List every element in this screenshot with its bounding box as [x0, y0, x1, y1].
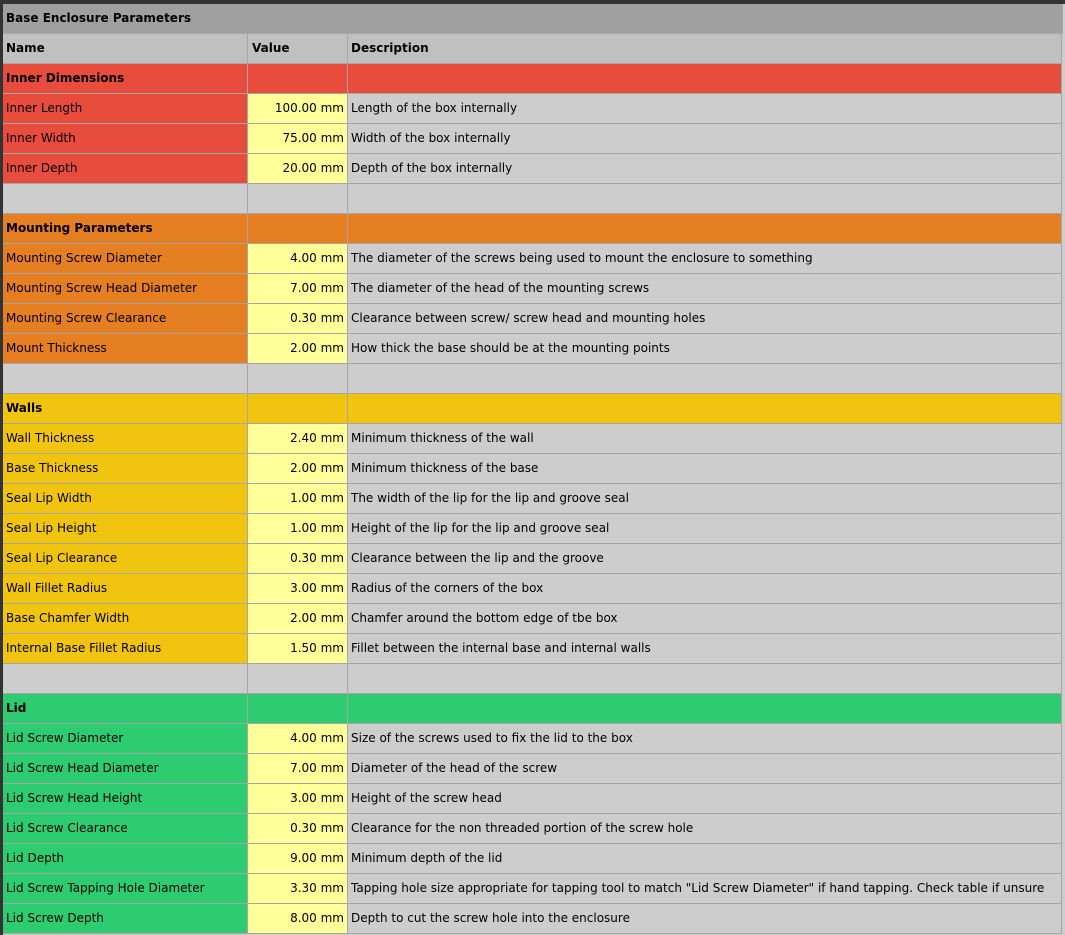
parameter-description-cell[interactable]: Minimum thickness of the base — [348, 454, 1062, 484]
parameter-value-cell[interactable]: 7.00 mm — [248, 274, 348, 304]
parameter-value-cell[interactable]: 1.00 mm — [248, 514, 348, 544]
parameter-value-cell[interactable]: 1.00 mm — [248, 484, 348, 514]
parameter-row — [3, 724, 1065, 754]
parameter-value-cell[interactable]: 2.00 mm — [248, 454, 348, 484]
parameter-row — [3, 454, 1065, 484]
empty-description-cell[interactable] — [348, 364, 1062, 394]
column-header-name[interactable]: Name — [3, 34, 248, 64]
parameter-description-cell[interactable]: Fillet between the internal base and internal walls — [348, 634, 1062, 664]
section-header-description-cell[interactable] — [348, 394, 1062, 424]
section-header-value-cell[interactable] — [248, 214, 348, 244]
parameter-value-cell[interactable]: 2.40 mm — [248, 424, 348, 454]
parameter-description-cell[interactable]: The diameter of the head of the mounting screws — [348, 274, 1062, 304]
parameter-row — [3, 544, 1065, 574]
parameter-description-cell[interactable]: Clearance between screw/ screw head and mounting holes — [348, 304, 1062, 334]
parameter-value-cell[interactable]: 20.00 mm — [248, 154, 348, 184]
section-header-label[interactable]: Inner Dimensions — [3, 64, 248, 94]
parameter-description-cell[interactable]: The width of the lip for the lip and groove seal — [348, 484, 1062, 514]
empty-row — [3, 664, 1065, 694]
parameter-value-cell[interactable]: 4.00 mm — [248, 244, 348, 274]
parameter-value-cell[interactable]: 0.30 mm — [248, 814, 348, 844]
parameter-description-cell[interactable]: Size of the screws used to fix the lid to the box — [348, 724, 1062, 754]
parameter-name-cell[interactable]: Lid Screw Depth — [3, 904, 248, 934]
section-header-description-cell[interactable] — [348, 214, 1062, 244]
section-header-row — [3, 394, 1065, 424]
empty-description-cell[interactable] — [348, 664, 1062, 694]
parameter-value-cell[interactable]: 0.30 mm — [248, 544, 348, 574]
parameter-value-cell[interactable]: 1.50 mm — [248, 634, 348, 664]
parameter-name-cell[interactable]: Seal Lip Height — [3, 514, 248, 544]
parameter-row — [3, 874, 1065, 904]
parameter-value-cell[interactable]: 100.00 mm — [248, 94, 348, 124]
parameter-name-cell[interactable]: Inner Length — [3, 94, 248, 124]
parameter-name-cell[interactable]: Seal Lip Clearance — [3, 544, 248, 574]
empty-name-cell[interactable] — [3, 184, 248, 214]
parameter-row — [3, 604, 1065, 634]
empty-description-cell[interactable] — [348, 184, 1062, 214]
parameter-description-cell[interactable]: How thick the base should be at the mounting points — [348, 334, 1062, 364]
parameter-name-cell[interactable]: Wall Fillet Radius — [3, 574, 248, 604]
empty-value-cell[interactable] — [248, 364, 348, 394]
sheet-title[interactable]: Base Enclosure Parameters — [3, 4, 1063, 34]
parameter-row — [3, 904, 1065, 934]
parameter-description-cell[interactable]: Diameter of the head of the screw — [348, 754, 1062, 784]
parameter-value-cell[interactable]: 75.00 mm — [248, 124, 348, 154]
section-header-row — [3, 694, 1065, 724]
parameter-row — [3, 334, 1065, 364]
parameter-name-cell[interactable]: Seal Lip Width — [3, 484, 248, 514]
parameter-row — [3, 574, 1065, 604]
parameter-description-cell[interactable]: Minimum thickness of the wall — [348, 424, 1062, 454]
parameter-row — [3, 424, 1065, 454]
parameter-row — [3, 844, 1065, 874]
empty-value-cell[interactable] — [248, 664, 348, 694]
parameter-description-cell[interactable]: Clearance between the lip and the groove — [348, 544, 1062, 574]
parameter-name-cell[interactable]: Wall Thickness — [3, 424, 248, 454]
section-header-row — [3, 64, 1065, 94]
column-header-value[interactable]: Value — [248, 34, 348, 64]
parameter-name-cell[interactable]: Base Thickness — [3, 454, 248, 484]
parameter-name-cell[interactable]: Inner Width — [3, 124, 248, 154]
parameter-value-cell[interactable]: 3.00 mm — [248, 574, 348, 604]
empty-row — [3, 364, 1065, 394]
title-row — [3, 4, 1065, 34]
section-header-label[interactable]: Walls — [3, 394, 248, 424]
parameter-name-cell[interactable]: Mounting Screw Diameter — [3, 244, 248, 274]
parameter-row — [3, 784, 1065, 814]
section-header-value-cell[interactable] — [248, 694, 348, 724]
parameter-name-cell[interactable]: Base Chamfer Width — [3, 604, 248, 634]
parameter-row — [3, 244, 1065, 274]
parameter-description-cell[interactable]: Depth of the box internally — [348, 154, 1062, 184]
parameter-description-cell[interactable]: Chamfer around the bottom edge of tbe box — [348, 604, 1062, 634]
empty-name-cell[interactable] — [3, 664, 248, 694]
parameter-name-cell[interactable]: Mount Thickness — [3, 334, 248, 364]
parameter-name-cell[interactable]: Inner Depth — [3, 154, 248, 184]
section-header-row — [3, 214, 1065, 244]
section-header-description-cell[interactable] — [348, 694, 1062, 724]
parameter-value-cell[interactable]: 7.00 mm — [248, 754, 348, 784]
empty-row — [3, 184, 1065, 214]
parameter-row — [3, 814, 1065, 844]
parameter-row — [3, 304, 1065, 334]
parameter-name-cell[interactable]: Lid Screw Head Height — [3, 784, 248, 814]
parameter-row — [3, 514, 1065, 544]
parameter-description-cell[interactable]: Minimum depth of the lid — [348, 844, 1062, 874]
empty-value-cell[interactable] — [248, 184, 348, 214]
section-header-label[interactable]: Mounting Parameters — [3, 214, 248, 244]
section-header-value-cell[interactable] — [248, 394, 348, 424]
parameter-value-cell[interactable]: 2.00 mm — [248, 334, 348, 364]
section-header-label[interactable]: Lid — [3, 694, 248, 724]
parameter-name-cell[interactable]: Mounting Screw Clearance — [3, 304, 248, 334]
parameter-description-cell[interactable]: Width of the box internally — [348, 124, 1062, 154]
section-header-value-cell[interactable] — [248, 64, 348, 94]
column-header-row — [3, 34, 1065, 64]
parameter-value-cell[interactable]: 3.30 mm — [248, 874, 348, 904]
parameter-row — [3, 124, 1065, 154]
parameter-description-cell[interactable]: Radius of the corners of the box — [348, 574, 1062, 604]
parameter-value-cell[interactable]: 8.00 mm — [248, 904, 348, 934]
parameter-value-cell[interactable]: 2.00 mm — [248, 604, 348, 634]
parameter-value-cell[interactable]: 0.30 mm — [248, 304, 348, 334]
parameter-value-cell[interactable]: 9.00 mm — [248, 844, 348, 874]
parameter-value-cell[interactable]: 4.00 mm — [248, 724, 348, 754]
parameter-row — [3, 634, 1065, 664]
parameter-description-cell[interactable]: Depth to cut the screw hole into the enclosure — [348, 904, 1062, 934]
parameter-row — [3, 754, 1065, 784]
parameter-name-cell[interactable]: Lid Screw Tapping Hole Diameter — [3, 874, 248, 904]
parameter-description-cell[interactable]: The diameter of the screws being used to mount the enclosure to something — [348, 244, 1062, 274]
parameter-description-cell[interactable]: Height of the screw head — [348, 784, 1062, 814]
parameter-name-cell[interactable]: Lid Screw Diameter — [3, 724, 248, 754]
parameter-description-cell[interactable]: Height of the lip for the lip and groove seal — [348, 514, 1062, 544]
parameter-row — [3, 154, 1065, 184]
parameter-name-cell[interactable]: Lid Screw Head Diameter — [3, 754, 248, 784]
section-header-description-cell[interactable] — [348, 64, 1062, 94]
parameter-row — [3, 94, 1065, 124]
parameter-value-cell[interactable]: 3.00 mm — [248, 784, 348, 814]
parameter-name-cell[interactable]: Lid Depth — [3, 844, 248, 874]
parameter-row — [3, 274, 1065, 304]
parameter-description-cell[interactable]: Tapping hole size appropriate for tapping tool to match "Lid Screw Diameter" if hand tapping. Check table if unsure — [348, 874, 1062, 904]
parameter-description-cell[interactable]: Length of the box internally — [348, 94, 1062, 124]
parameter-row — [3, 484, 1065, 514]
parameter-description-cell[interactable]: Clearance for the non threaded portion of the screw hole — [348, 814, 1062, 844]
column-header-description[interactable]: Description — [348, 34, 1062, 64]
parameter-name-cell[interactable]: Lid Screw Clearance — [3, 814, 248, 844]
empty-name-cell[interactable] — [3, 364, 248, 394]
parameter-name-cell[interactable]: Internal Base Fillet Radius — [3, 634, 248, 664]
parameter-name-cell[interactable]: Mounting Screw Head Diameter — [3, 274, 248, 304]
